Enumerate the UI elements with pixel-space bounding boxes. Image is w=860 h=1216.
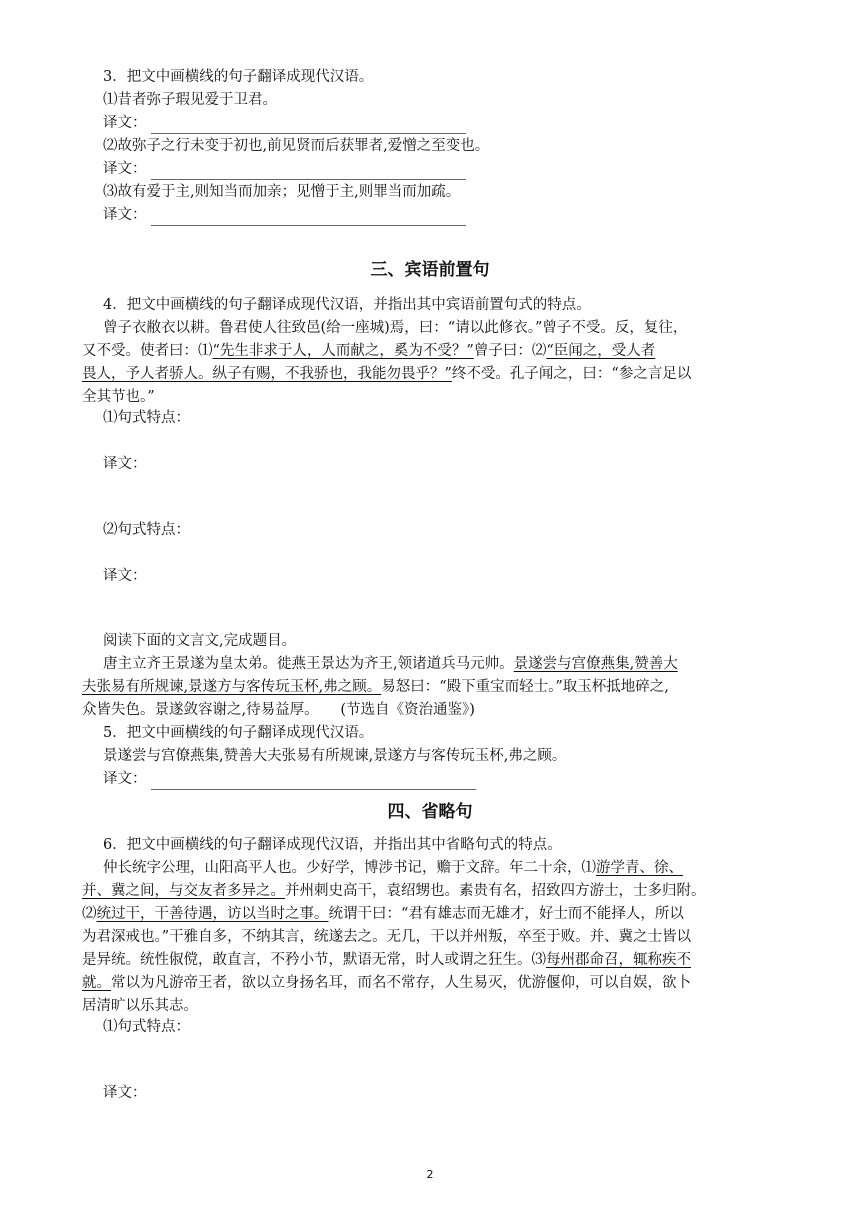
translation-label: 译文： xyxy=(103,771,147,787)
q3-sentence-1: ⑴昔者弥子瑕见爱于卫君。 xyxy=(103,92,277,108)
passage-text: 又不受。使者曰：⑴ xyxy=(82,343,213,359)
underlined-sentence: 游学青、徐、 xyxy=(596,860,683,876)
reading-line-2 xyxy=(82,676,802,698)
q3-prompt: 3．把文中画横线的句子翻译成现代汉语。 xyxy=(103,69,374,85)
underlined-sentence: 夫张易有所规谏,景遂方与客传玩玉杯,弗之顾。 xyxy=(82,679,382,695)
q5-prompt: 5．把文中画横线的句子翻译成现代汉语。 xyxy=(103,725,374,741)
passage-text: 统谓干曰：“君有雄志而无雄才，好士而不能择人，所以 xyxy=(328,906,684,922)
passage-text: 曾子曰：⑵ xyxy=(473,343,547,359)
q6-passage-line-7: 居清旷以乐其志。 xyxy=(82,998,198,1014)
answer-blank xyxy=(151,163,466,180)
underlined-sentence: 每州郡命召，辄称疾不 xyxy=(546,952,691,968)
passage-text: 并州刺史高干，袁绍甥也。素贵有名，招致四方游士，士多归附。 xyxy=(285,883,706,899)
q3-translation-1 xyxy=(103,112,823,134)
underlined-sentence: 畏人，予人者骄人。纵子有赐，不我骄也，我能勿畏乎？” xyxy=(82,366,452,382)
answer-blank xyxy=(151,209,466,226)
underlined-sentence: “臣闻之，受人者 xyxy=(546,343,656,359)
q3-translation-3 xyxy=(103,204,823,226)
translation-label: 译文： xyxy=(103,161,147,177)
underlined-sentence: 并、冀之间，与交友者多异之。 xyxy=(82,883,285,899)
answer-blank xyxy=(151,117,466,134)
q6-translation-1-label: 译文： xyxy=(103,1085,147,1101)
q4-passage-line-4: 全其节也。” xyxy=(82,389,155,405)
q5-translation xyxy=(103,768,823,790)
q6-passage-line-1 xyxy=(103,857,823,879)
q4-feature-2-label: ⑵句式特点： xyxy=(103,522,190,538)
q3-translation-2 xyxy=(103,158,823,180)
q3-sentence-3: ⑶故有爱于主,则知当而加亲；见憎于主,则罪当而加疏。 xyxy=(103,184,461,200)
q6-feature-1-label: ⑴句式特点： xyxy=(103,1019,190,1035)
underlined-sentence: 景遂尝与宫僚燕集,赞善大 xyxy=(513,656,678,672)
q4-translation-1-label: 译文： xyxy=(103,456,147,472)
passage-text: 仲长统字公理，山阳高平人也。少好学，博涉书记，赡于文辞。年二十余，⑴ xyxy=(103,860,596,876)
passage-text: 终不受。孔子闻之，曰：“参之言足以 xyxy=(451,366,692,382)
underlined-sentence: “先生非求于人，人而献之，奚为不受？” xyxy=(212,343,474,359)
reading-intro: 阅读下面的文言文,完成题目。 xyxy=(103,633,297,649)
passage-text: 常以为凡游帝王者，欲以立身扬名耳，而名不常存，人生易灭，优游偃仰，可以自娱，欲卜 xyxy=(111,975,691,991)
reading-line-3: 众皆失色。景遂敛容谢之,待易益厚。 (节选自《资治通鉴》) xyxy=(82,702,475,718)
passage-text: 是异统。统性俶傥，敢直言，不矜小节，默语无常，时人或谓之狂生。⑶ xyxy=(82,952,546,968)
passage-text: 易怒曰：“殿下重宝而轻士。”取玉杯抵地碎之, xyxy=(381,679,669,695)
q3-sentence-2: ⑵故弥子之行未变于初也,前见贤而后获罪者,爱憎之至变也。 xyxy=(103,138,490,154)
page-number: 2 xyxy=(426,1168,434,1181)
section-heading-object-preposing: 三、宾语前置句 xyxy=(370,260,490,280)
translation-label: 译文： xyxy=(103,115,147,131)
q4-passage-line-1: 曾子衣敝衣以耕。鲁君使人往致邑(给一座城)焉，曰：“请以此修衣。”曾子不受。反，复往， xyxy=(103,320,688,336)
q6-passage-line-2 xyxy=(82,880,802,902)
translation-label: 译文： xyxy=(103,207,147,223)
q4-passage-line-3 xyxy=(82,363,802,385)
passage-text: ⑵ xyxy=(82,906,97,922)
q5-sentence: 景遂尝与宫僚燕集,赞善大夫张易有所规谏,景遂方与客传玩玉杯,弗之顾。 xyxy=(103,748,567,764)
answer-blank xyxy=(151,773,476,790)
q4-translation-2-label: 译文： xyxy=(103,568,147,584)
q6-passage-line-6 xyxy=(82,972,802,994)
q6-passage-line-4: 为君深戒也。”干雅自多，不纳其言，统遂去之。无几，干以并州叛，卒至于败。并、冀之士皆以 xyxy=(82,929,692,945)
underlined-sentence: 就。 xyxy=(82,975,111,991)
q6-prompt: 6．把文中画横线的句子翻译成现代汉语，并指出其中省略句式的特点。 xyxy=(103,837,562,853)
q4-feature-1-label: ⑴句式特点： xyxy=(103,410,190,426)
q6-passage-line-3 xyxy=(82,903,802,925)
q6-passage-line-5 xyxy=(82,949,802,971)
q4-prompt: 4．把文中画横线的句子翻译成现代汉语，并指出其中宾语前置句式的特点。 xyxy=(103,297,591,313)
section-heading-ellipsis: 四、省略句 xyxy=(387,802,473,822)
q4-passage-line-2 xyxy=(82,340,802,362)
underlined-sentence: 统过干，干善待遇，访以当时之事。 xyxy=(96,906,329,922)
passage-text: 唐主立齐王景遂为皇太弟。徙燕王景达为齐王,领诸道兵马元帅。 xyxy=(103,656,514,672)
reading-line-1 xyxy=(103,653,823,675)
